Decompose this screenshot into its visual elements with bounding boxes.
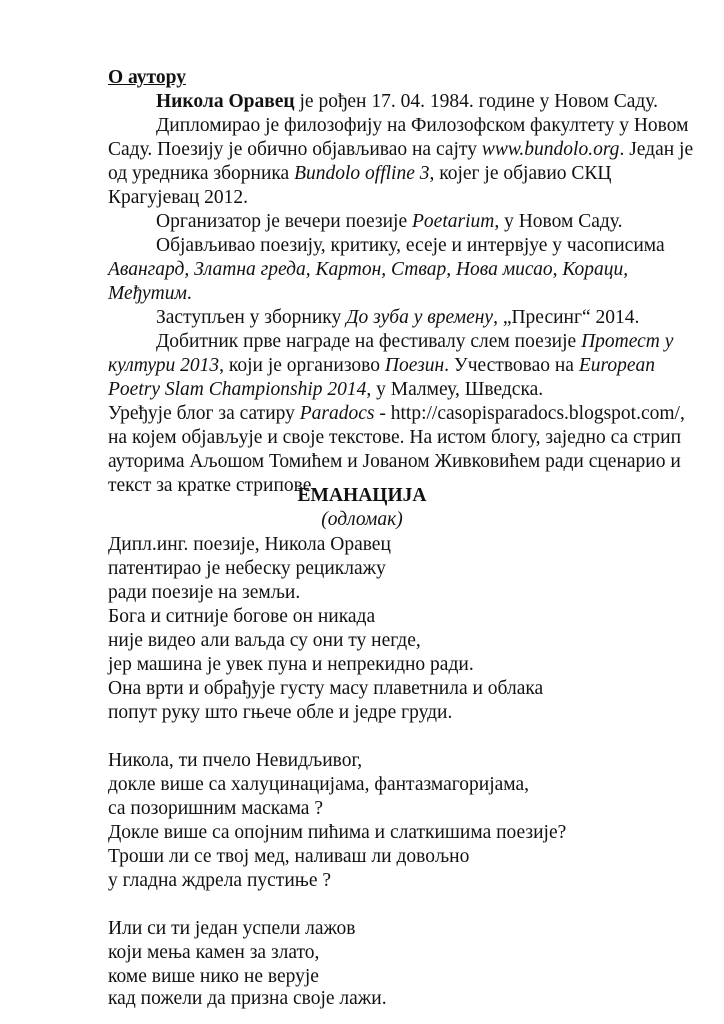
bio-text: Заступљен у зборнику [156,307,347,328]
poem-line: Дипл.инг. поезије, Никола Оравец [108,534,391,555]
bio-line [108,282,192,306]
bio-line: Објављивао поезију, критику, есеје и интервјуе у часописима [156,235,665,256]
bio-text: . Један је [619,139,694,160]
poem-line: патентирао је небеску рециклажу [108,558,386,579]
poem-line: који мења камен за злато, [108,942,320,963]
about-heading: О аутору [108,67,186,88]
bio-text: Саду. Поезију је обично објављивао на сајту [108,139,482,160]
bio-text: , који је организово [219,355,385,376]
bio-line: на којем објављује и своје текстове. На истом блогу, заједно са стрип [108,427,682,448]
bio-line: Дипломирао је филозофију на Филозофском факултету у Новом [156,115,689,136]
festival-name: Протест у [581,331,674,352]
poem-line: коме више нико не верује [108,966,319,987]
poem-line: ради поезије на земљи. [108,582,301,603]
poem-line: Докле више са опојним пићима и слаткишима поезије? [108,822,567,843]
bio-text: , у Малмеу, Шведска. [366,379,544,400]
bio-line [108,354,655,378]
poem-title: ЕМАНАЦИЈА [297,485,427,506]
bio-line [108,402,685,426]
bio-text: је рођен 17. 04. 1984. године у Новом Саду. [294,91,658,112]
anthology-title: До зуба у времену [346,307,494,328]
bio-text: , којег је објавио СКЦ [429,163,612,184]
bio-paragraph-birth [156,90,658,114]
bio-line [108,138,693,162]
poem-line: докле више са халуцинацијама, фантазмагоријама, [108,774,530,795]
blog-name: Paradocs [299,403,375,424]
poem-subtitle: (одломак) [321,509,403,530]
bio-line [108,162,611,186]
magazine-name: Међутим [108,283,187,304]
bio-line: текст за кратке стрипове. [108,475,317,496]
poem-line: Никола, ти пчело Невидљивог, [108,750,363,771]
anthology-title: Bundolo offline 3 [294,163,430,184]
championship-name: Poetry Slam Championship 2014 [108,379,367,400]
bio-line [156,330,673,354]
poem-line: Бога и ситније богове он никада [108,606,376,627]
event-name: Poetarium [412,211,495,232]
bio-line [108,378,543,402]
bio-text: Уређује блог за сатиру [108,403,300,424]
author-name: Никола Оравец [156,91,295,112]
poem-line: попут руку што гњече обле и једре груди. [108,702,453,723]
bio-text: од уредника зборника [108,163,295,184]
poem-line: Или си ти један успели лажов [108,918,356,939]
bio-text: Организатор је вечери поезије [156,211,412,232]
poem-line: Троши ли се твој мед, наливаш ли довољно [108,846,470,867]
poem-line: са позоришним маскама ? [108,798,323,819]
bio-line: Крагујевац 2012. [108,187,249,208]
poem-line: није видео али ваљда су они ту негде, [108,630,421,651]
bio-text: . Учествовао на [444,355,579,376]
bio-text: , „Пресинг“ 2014. [493,307,640,328]
website-name: www.bundolo.org [481,139,620,160]
poem-line: Она врти и обрађује густу масу плаветнила и облака [108,678,544,699]
bio-text: Добитник прве награде на фестивалу слем поезије [156,331,582,352]
blog-url: - http://casopisparadocs.blogspot.com/, [374,403,685,424]
bio-text: , у Новом Саду. [494,211,623,232]
poem-line: јер машина је увек пуна и непрекидно ради. [108,654,474,675]
bio-text: . [186,283,192,304]
festival-name: култури 2013 [108,355,220,376]
organizer-name: Поезин [384,355,445,376]
magazines-list: Авангард, Златна греда, Картон, Ствар, Нова мисао, Кораци, [108,259,629,280]
bio-line [156,210,622,234]
championship-name: European [578,355,656,376]
poem-line: у гладна ждрела пустиње ? [108,870,332,891]
bio-line: ауторима Аљошом Томићем и Јованом Живковићем ради сценарио и [108,451,681,472]
bio-line [156,306,639,330]
poem-line: кад пожели да призна своје лажи. [108,988,387,1009]
